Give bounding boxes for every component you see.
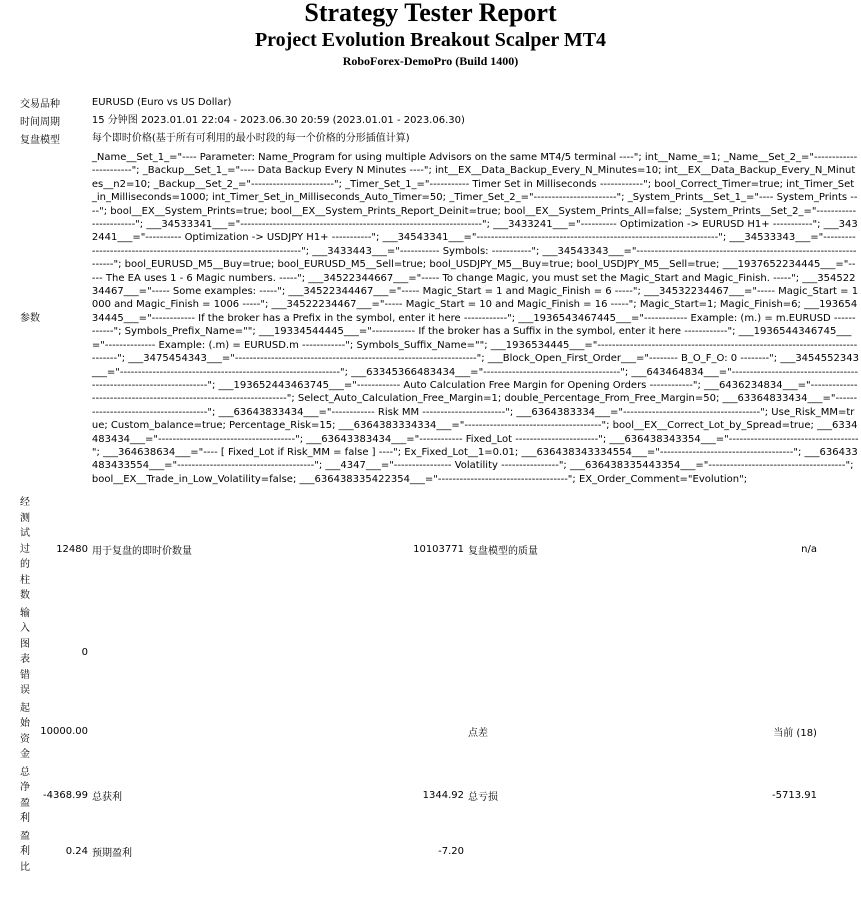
deposit-value: 10000.00 [40,726,88,738]
quality-label: 复盘模型的质量 [468,545,538,557]
symbol-value: EURUSD (Euro vs US Dollar) [91,96,232,108]
bars-value: 12480 [56,543,88,555]
gross-loss-label: 总亏损 [468,792,498,804]
model-value: 每个即时价格(基于所有可利用的最小时段的每一个价格的分形插值计算) [91,132,410,144]
period-value: 15 分钟图 2023.01.01 22:04 - 2023.06.30 20:59 (2023.01.01 - 2023.06.30) [91,114,465,126]
model-row [18,129,861,147]
quality-value: n/a [801,543,817,555]
errors-label: 输入图表错误 [20,607,30,697]
ticks-value: 10103771 [413,543,464,555]
gross-profit-value: 1344.92 [422,790,464,802]
ea-name: Project Evolution Breakout Scalper MT4 [254,29,607,51]
stats-row-bars [16,494,819,605]
report-title: Strategy Tester Report [304,0,557,27]
spread-value: 当前 (18) [773,728,817,740]
spread-label: 点差 [468,728,488,740]
stats-row-profit-factor [16,828,819,877]
stats-row-errors [16,605,819,700]
profit-factor-label: 盈利比 [20,830,30,873]
params-value: _Name__Set_1_="---- Parameter: Name_Program for using multiple Advisors on the same MT4/5 terminal ----"; int__Name_=1; _Name__Set_2_="-----------------------"; _Backup__Set_1_="---- Data Backup Every N Minutes ----"; int__EX__Data_Backup_Every_N_Minutes=10; int__EX__Data_Backup_Every_N_Minutes__n2=10; _Backup__Set_2_="-----------------------"; _Timer_Set_1_="----------- Timer Set in Milliseconds ------------"; bool_Correct_Timer=true; int_Timer_Set_in_Milliseconds=1000; int_Timer_Set_in_Milliseconds_Auto_Timer=50; _Timer_Set_2_="-----------------------"; _System_Prints__Set_1_="---- System_Prints ----"; bool__EX__System_Prints=true; bool__EX__System_Prints_Report_Deinit=true; bool__EX__System_Prints_All=false; _System_Prints__Set_2_="-----------------------"; ___34533341___="-------------------------------------------------------------------"; ___3433241___="---------- Optimization -> EURUSD H1+ -----------"; ___3432441___="---------- Optimization -> USDJPY H1+ -----------"; ___34543341___="-------------------------------------------------------------------"; ___34533343___="-------------------------------------------------------------------"; ___3433443___="----------- Symbols: -----------"; ___34543343___="-------------------------------------------------------------------"; bool_EURUSD_M5__Buy=true; bool_EURUSD_M5__Sell=true; bool_USDJPY_M5__Buy=true; bool_USDJPY_M5__Sell=true; ___1937652234445___="----- The EA uses 1 - 6 Magic numbers. -----"; ___34522344667___="----- To change Magic, you must set the Magic_Start and Magic_Finish. -----"; ___35452234467___="----- Some examples: -----"; ___34522344467___="----- Magic_Start = 1 and Magic_Finish = 6 -----"; ___34532234467___="----- Magic_Start = 1000 and Magic_Finish = 1006 -----"; ___34522234467___="----- Magic_Start = 10 and Magic_Finish = 16 -----"; Magic_Start=1; Magic_Finish=6; ___19365434445___="------------ If the broker has a Prefix in the symbol, enter it here ------------"; ___1936543467445___="------------ Example: (m.) = m.EURUSD ------------"; Symbols_Prefix_Name=""; ___19334544445___="------------ If the broker has a Suffix in the symbol, enter it here ------------"; ___1936544346745___="-------------- Example: (.m) = EURUSD.m ------------"; Symbols_Suffix_Name=""; ___1936534445___="-------------------------------------------------------------------------------"; ___3475454343___="-------------------------------------------------------------------"; ___Block_Open_First_Order___="-------- B_O_F_O: 0 --------"; ___3454552343___="-------------------------------------------------------------"; ___63345366483434___="--------------------------------------"; ___643464834___="-------------------------------------------------------------------"; ___193652443463745___="------------ Auto Calculation Free Margin for Opening Orders ------------"; ___6436234834___="-------------------------------------------------------------------"; Select_Auto_Calculation_Free_Margin=1; double_Percentage_From_Free_Margin=50; ___63364833434___="--------------------------------------"; ___63643833434___="------------ Risk MM -----------------------"; ___6364383334___="--------------------------------------"; Use_Risk_MM=true; Custom_balance=true; Percentage_Risk=15; ___6364383334334___="--------------------------------------"; bool__EX__Correct_Lot_by_Spread=true; ___6334483434___="--------------------------------------"; ___63643383434___="------------ Fixed_Lot -----------------------"; ___636438343354___="------------------------------------"; ___364638634___="---- [ Fixed_Lot if Risk_MM = false ] ----"; Ex_Fixed_Lot__1=0.01; ___636438343334554___="-------------------------------------"; ___636433483433554___="--------------------------------------"; ___4347___="---------------- Volatility ----------------"; ___636438335443354___="--------------------------------------"; bool__EX__Trade_in_Low_Volatility=false; ___636438335422354___="------------------------------------"; EX_Order_Comment="Evolution"; [91,152,859,485]
deposit-label: 起始资金 [20,702,30,761]
server-build: RoboForex-DemoPro (Build 1400) [342,54,519,68]
stats-table [16,494,819,876]
expected-payoff-value: -7.20 [438,846,464,858]
gross-loss-value: -5713.91 [772,790,817,802]
gross-profit-label: 总获利 [92,792,122,804]
profit-factor-value: 0.24 [65,846,88,858]
expected-payoff-label: 预期盈利 [92,848,132,860]
net-profit-label: 总净盈利 [20,766,30,825]
model-label: 复盘模型 [20,134,60,146]
ticks-label: 用于复盘的即时价数量 [92,545,192,557]
net-profit-value: -4368.99 [43,790,88,802]
errors-value: 0 [81,646,88,658]
symbol-label: 交易品种 [20,98,60,110]
stats-row-net-profit [16,764,819,828]
report-info-table [18,93,861,486]
period-label: 时间周期 [20,116,60,128]
symbol-row [18,93,861,111]
period-row [18,111,861,129]
bars-label: 经测试过的柱数 [20,497,30,602]
stats-row-deposit [16,700,819,764]
params-label: 参数 [20,313,40,325]
report-header [0,0,861,68]
params-row [18,147,861,486]
